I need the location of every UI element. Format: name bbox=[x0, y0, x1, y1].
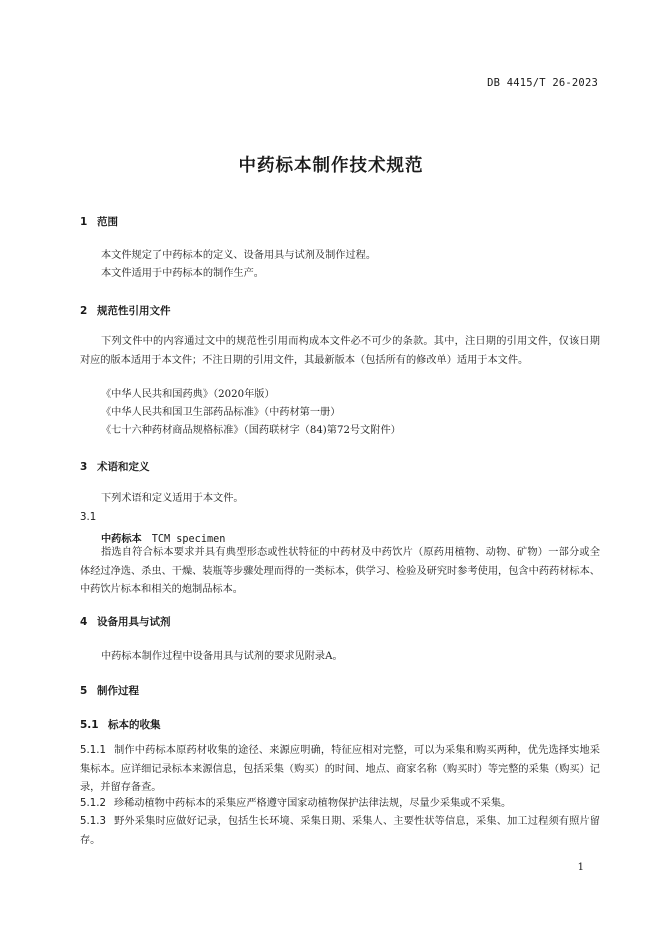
term-definition: 指选自符合标本要求并具有典型形态或性状特征的中药材及中药饮片（原药用植物、动物、矿物）一部分或全体经过净选、杀虫、干燥、装瓶等步骤处理而得的一类标本，供学习、检验及研究时参考使用，包含中药药材标本、中药饮片标本和相关的炮制品标本。 bbox=[80, 547, 600, 595]
paragraph: 本文件适用于中药标本的制作生产。 bbox=[101, 268, 264, 279]
section-title: 规范性引用文件 bbox=[97, 305, 171, 317]
reference-item: 《中华人民共和国药典》（2020年版） bbox=[101, 389, 275, 400]
paragraph: 本文件规定了中药标本的定义、设备用具与试剂及制作过程。 bbox=[101, 250, 377, 261]
clause-5-1-3 bbox=[80, 813, 600, 850]
clause-number: 5.1.3 bbox=[80, 816, 106, 827]
subsection-number: 5.1 bbox=[80, 719, 99, 731]
term-number: 3.1 bbox=[80, 512, 97, 523]
section-number: 4 bbox=[80, 616, 88, 628]
page-number: 1 bbox=[577, 862, 584, 873]
paragraph: 中药标本制作过程中设备用具与试剂的要求见附录A。 bbox=[101, 651, 343, 662]
section-title: 设备用具与试剂 bbox=[97, 616, 171, 628]
term-name bbox=[101, 530, 225, 545]
document-title: 中药标本制作技术规范 bbox=[238, 156, 424, 176]
section-title: 术语和定义 bbox=[97, 461, 150, 473]
section-3-heading bbox=[80, 459, 150, 474]
section-5-heading bbox=[80, 683, 139, 698]
term-chinese: 中药标本 bbox=[101, 534, 142, 545]
term-english: TCM specimen bbox=[151, 534, 226, 545]
section-title: 范围 bbox=[97, 216, 118, 228]
standard-code: DB 4415/T 26-2023 bbox=[487, 77, 598, 89]
section-number: 3 bbox=[80, 461, 88, 473]
paragraph: 下列术语和定义适用于本文件。 bbox=[101, 493, 244, 504]
clause-number: 5.1.2 bbox=[80, 798, 106, 809]
section-4-heading bbox=[80, 614, 171, 629]
clause-number: 5.1.1 bbox=[80, 745, 106, 756]
reference-item: 《中华人民共和国卫生部药品标准》（中药材第一册） bbox=[101, 407, 341, 418]
clause-5-1-1 bbox=[80, 742, 600, 798]
clause-text: 制作中药标本原药材收集的途径、来源应明确，特征应相对完整，可以为采集和购买两种，优先选择实地采集标本。应详细记录标本来源信息，包括采集（购买）的时间、地点、商家名称（购买时）等完整的采集（购买）记录，并留存备查。 bbox=[80, 745, 600, 793]
section-number: 2 bbox=[80, 305, 88, 317]
subsection-5-1-heading bbox=[80, 717, 161, 732]
paragraph: 下列文件中的内容通过文中的规范性引用而构成本文件必不可少的条款。其中，注日期的引用文件，仅该日期对应的版本适用于本文件；不注日期的引用文件，其最新版本（包括所有的修改单）适用于本文件。 bbox=[80, 336, 600, 366]
section-1-heading bbox=[80, 214, 118, 229]
section-number: 1 bbox=[80, 216, 88, 228]
clause-text: 珍稀动植物中药标本的采集应严格遵守国家动植物保护法律法规，尽量少采集或不采集。 bbox=[113, 798, 512, 809]
subsection-title: 标本的收集 bbox=[108, 719, 161, 731]
clause-5-1-2 bbox=[80, 795, 600, 814]
section-title: 制作过程 bbox=[97, 685, 139, 697]
section-2-heading bbox=[80, 303, 171, 318]
clause-text: 野外采集时应做好记录，包括生长环境、采集日期、采集人、主要性状等信息，采集、加工过程须有照片留存。 bbox=[80, 816, 600, 846]
reference-item: 《七十六种药材商品规格标准》（国药联材字（84)第72号文附件） bbox=[101, 425, 401, 436]
section-number: 5 bbox=[80, 685, 88, 697]
